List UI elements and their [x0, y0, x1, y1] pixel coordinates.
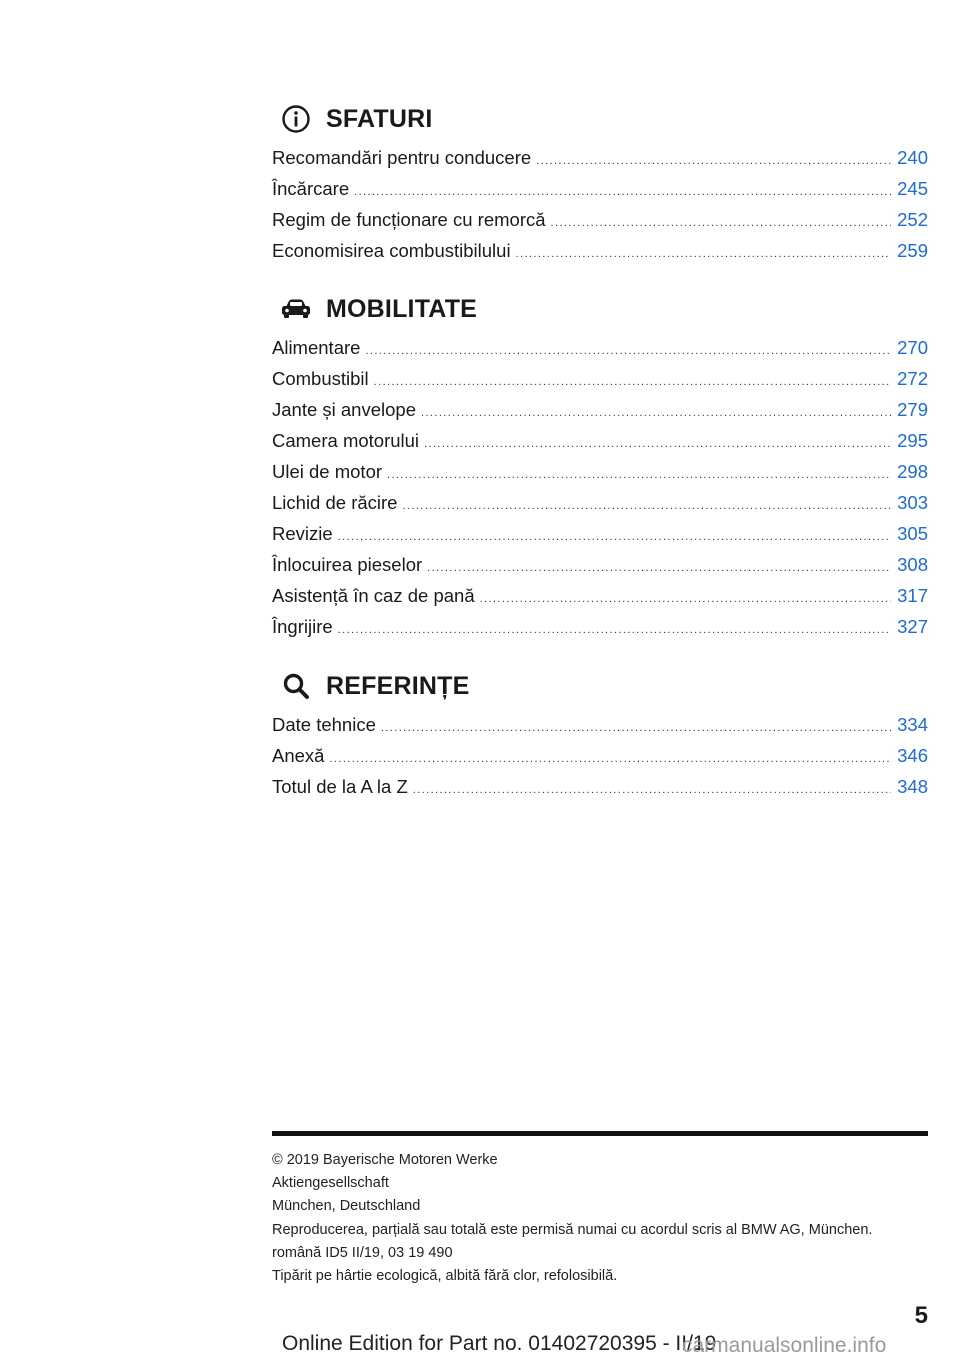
dot-leader	[387, 469, 891, 481]
imprint-footer	[272, 1149, 928, 1288]
footer-divider	[272, 1131, 928, 1136]
toc-entry[interactable]	[272, 337, 928, 368]
location-line: München, Deutschland	[272, 1198, 421, 1215]
dot-leader	[381, 722, 891, 734]
section-header	[272, 289, 928, 329]
toc-entry-label: Camera motorului	[272, 430, 420, 451]
section-title: MOBILITATE	[326, 294, 478, 323]
toc-page-link[interactable]: 303	[897, 492, 928, 513]
section-title: REFERINȚE	[326, 671, 470, 700]
toc-entry[interactable]	[272, 209, 928, 240]
toc-entry[interactable]	[272, 523, 928, 554]
toc-entry-label: Regim de funcționare cu remorcă	[272, 209, 546, 230]
dot-leader	[338, 624, 891, 636]
dot-leader	[421, 407, 891, 419]
dot-leader	[413, 784, 891, 796]
online-edition-note: Online Edition for Part no. 01402720395 - II/19	[282, 1332, 717, 1355]
toc-entry-label: Recomandări pentru conducere	[272, 147, 532, 168]
toc-entry[interactable]	[272, 585, 928, 616]
copyright-line: © 2019 Bayerische Motoren Werke	[272, 1152, 498, 1168]
toc-page-link[interactable]: 298	[897, 461, 928, 482]
toc-page-link[interactable]: 259	[897, 240, 928, 261]
dot-leader	[329, 753, 891, 765]
toc-page-link[interactable]: 240	[897, 147, 928, 168]
toc-page-link[interactable]: 270	[897, 337, 928, 358]
toc-entry-label: Înlocuirea pieselor	[272, 554, 423, 575]
toc-page-link[interactable]: 272	[897, 368, 928, 389]
page-number: 5	[914, 1302, 928, 1329]
toc-entry-label: Asistență în caz de pană	[272, 585, 475, 606]
watermark: carmanualsonline.info	[682, 1334, 887, 1357]
dot-leader	[374, 376, 891, 388]
dot-leader	[427, 562, 891, 574]
toc-page-link[interactable]: 245	[897, 178, 928, 199]
toc-page-link[interactable]: 317	[897, 585, 928, 606]
toc-entry-label: Revizie	[272, 523, 333, 544]
toc-entry-label: Ulei de motor	[272, 461, 383, 482]
dot-leader	[516, 248, 892, 260]
toc-entry[interactable]	[272, 461, 928, 492]
toc-page-link[interactable]: 334	[897, 714, 928, 735]
section-header	[272, 99, 928, 139]
toc-page-link[interactable]: 327	[897, 616, 928, 637]
toc-entry-label: Alimentare	[272, 337, 361, 358]
dot-leader	[424, 438, 891, 450]
toc-entry[interactable]	[272, 492, 928, 523]
dot-leader	[354, 186, 891, 198]
toc-page-link[interactable]: 295	[897, 430, 928, 451]
car-icon	[276, 289, 316, 329]
toc-entry-label: Îngrijire	[272, 616, 333, 637]
toc-section-referinte	[272, 666, 928, 807]
toc-entry-label: Date tehnice	[272, 714, 376, 735]
dot-leader	[536, 155, 891, 167]
toc-entry[interactable]	[272, 616, 928, 647]
toc-entry-label: Lichid de răcire	[272, 492, 398, 513]
toc-entry-label: Anexă	[272, 745, 325, 766]
edition-id-line: română ID5 II/19, 03 19 490	[272, 1244, 453, 1261]
toc-page-link[interactable]: 346	[897, 745, 928, 766]
toc-page-link[interactable]: 308	[897, 554, 928, 575]
section-header	[272, 666, 928, 706]
dot-leader	[338, 531, 891, 543]
reproduction-notice: Reproducerea, parțială sau totală este permisă numai cu acordul scris al BMW AG, München.	[272, 1221, 873, 1238]
toc-entry-label: Economisirea combustibilului	[272, 240, 511, 261]
toc-entry[interactable]	[272, 178, 928, 209]
info-icon	[276, 99, 316, 139]
toc-entry-label: Încărcare	[272, 178, 350, 199]
dot-leader	[551, 217, 892, 229]
toc-page-link[interactable]: 252	[897, 209, 928, 230]
toc-entry[interactable]	[272, 147, 928, 178]
toc-page-link[interactable]: 305	[897, 523, 928, 544]
toc-entry[interactable]	[272, 399, 928, 430]
paper-notice: Tipărit pe hârtie ecologică, albită fără clor, refolosibilă.	[272, 1268, 618, 1285]
company-line: Aktiengesellschaft	[272, 1175, 389, 1192]
toc-entry[interactable]	[272, 368, 928, 399]
search-icon	[276, 666, 316, 706]
toc-entry[interactable]	[272, 554, 928, 585]
toc-page-link[interactable]: 279	[897, 399, 928, 420]
toc-section-sfaturi	[272, 99, 928, 271]
dot-leader	[480, 593, 892, 605]
toc-entry-label: Jante și anvelope	[272, 399, 416, 420]
toc-entry-label: Totul de la A la Z	[272, 776, 408, 797]
toc-entry-label: Combustibil	[272, 368, 369, 389]
dot-leader	[402, 500, 891, 512]
toc-entry[interactable]	[272, 430, 928, 461]
toc-section-mobilitate	[272, 289, 928, 647]
dot-leader	[365, 345, 891, 357]
toc-page-link[interactable]: 348	[897, 776, 928, 797]
section-title: SFATURI	[326, 104, 433, 133]
toc-entry[interactable]	[272, 240, 928, 271]
toc-entry[interactable]	[272, 714, 928, 745]
toc-entry[interactable]	[272, 776, 928, 807]
toc-entry[interactable]	[272, 745, 928, 776]
